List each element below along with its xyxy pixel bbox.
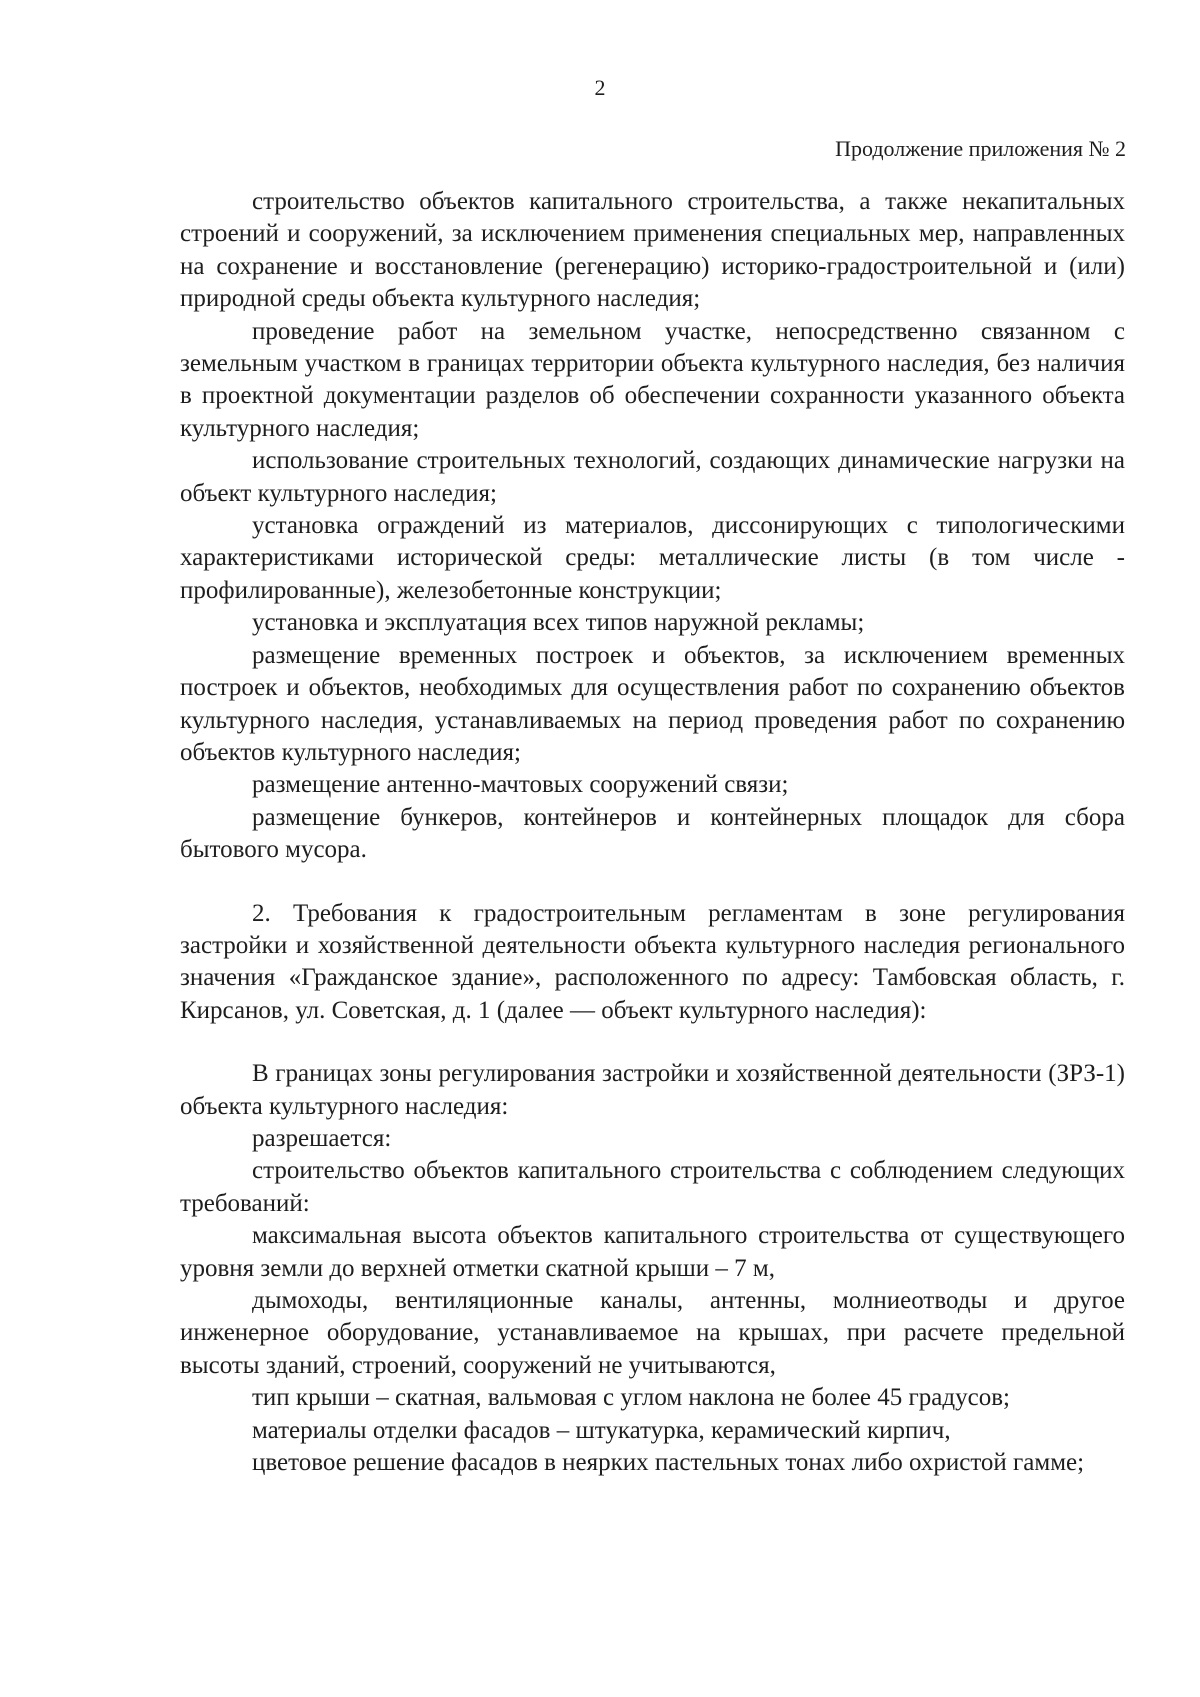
restriction-paragraph: размещение временных построек и объектов, за исключением временных построек и объектов, необходимых для осуществления работ по сохранению объектов культурного наследия, устанавливаемых на период проведения работ по сохранению объектов культурного наследия; [180,641,1125,766]
restriction-paragraph: установка ограждений из материалов, диссонирующих с типологическими характеристиками исторической среды: металлические листы (в том числе - профилированные), железобетонные конструкции; [180,512,1125,604]
restriction-paragraph: проведение работ на земельном участке, непосредственно связанном с земельным участком в границах территории объекта культурного наследия, без наличия в проектной документации разделов об обеспечении сохранности указанного объекта культурного наследия; [180,317,1125,442]
zone-paragraph: тип крыши – скатная, вальмовая с углом наклона не более 45 градусов; [252,1384,1010,1412]
section-2-intro: 2. Требования к градостроительным регламентам в зоне регулирования застройки и хозяйственной деятельности объекта культурного наследия регионального значения «Гражданское здание», расположенного по адресу: Тамбовская область, г. Кирсанов, ул. Советская, д. 1 (далее — объект культурного наследия): [180,899,1125,1024]
restriction-paragraph: строительство объектов капитального строительства, а также некапитальных строений и сооружений, за исключением применения специальных мер, направленных на сохранение и восстановление (регенерацию) историко-градостроительной и (или) природной среды объекта культурного наследия; [180,188,1125,313]
restriction-paragraph: установка и эксплуатация всех типов наружной рекламы; [252,609,865,637]
page-number: 2 [594,75,606,100]
document-body [180,186,1125,1479]
restriction-paragraph: размещение антенно-мачтовых сооружений связи; [252,771,789,799]
zone-paragraph: строительство объектов капитального строительства с соблюдением следующих требований: [180,1157,1125,1217]
appendix-continuation-note: Продолжение приложения № 2 [835,136,1126,161]
zone-paragraph: максимальная высота объектов капитального строительства от существующего уровня земли до верхней отметки скатной крыши – 7 м, [180,1222,1125,1282]
zone-paragraph: цветовое решение фасадов в неярких пастельных тонах либо охристой гамме; [252,1449,1085,1477]
restriction-paragraph: размещение бункеров, контейнеров и контейнерных площадок для сбора бытового мусора. [180,803,1125,864]
zone-paragraph: разрешается: [252,1124,392,1152]
zone-paragraph: дымоходы, вентиляционные каналы, антенны, молниеотводы и другое инженерное оборудование, устанавливаемое на крышах, при расчете предельной высоты зданий, строений, сооружений не учитываются, [180,1287,1125,1379]
restriction-paragraph: использование строительных технологий, создающих динамические нагрузки на объект культурного наследия; [180,447,1125,507]
zone-paragraph: В границах зоны регулирования застройки и хозяйственной деятельности (ЗРЗ-1) объекта культурного наследия: [180,1060,1125,1120]
zone-paragraph: материалы отделки фасадов – штукатурка, керамический кирпич, [252,1416,951,1444]
